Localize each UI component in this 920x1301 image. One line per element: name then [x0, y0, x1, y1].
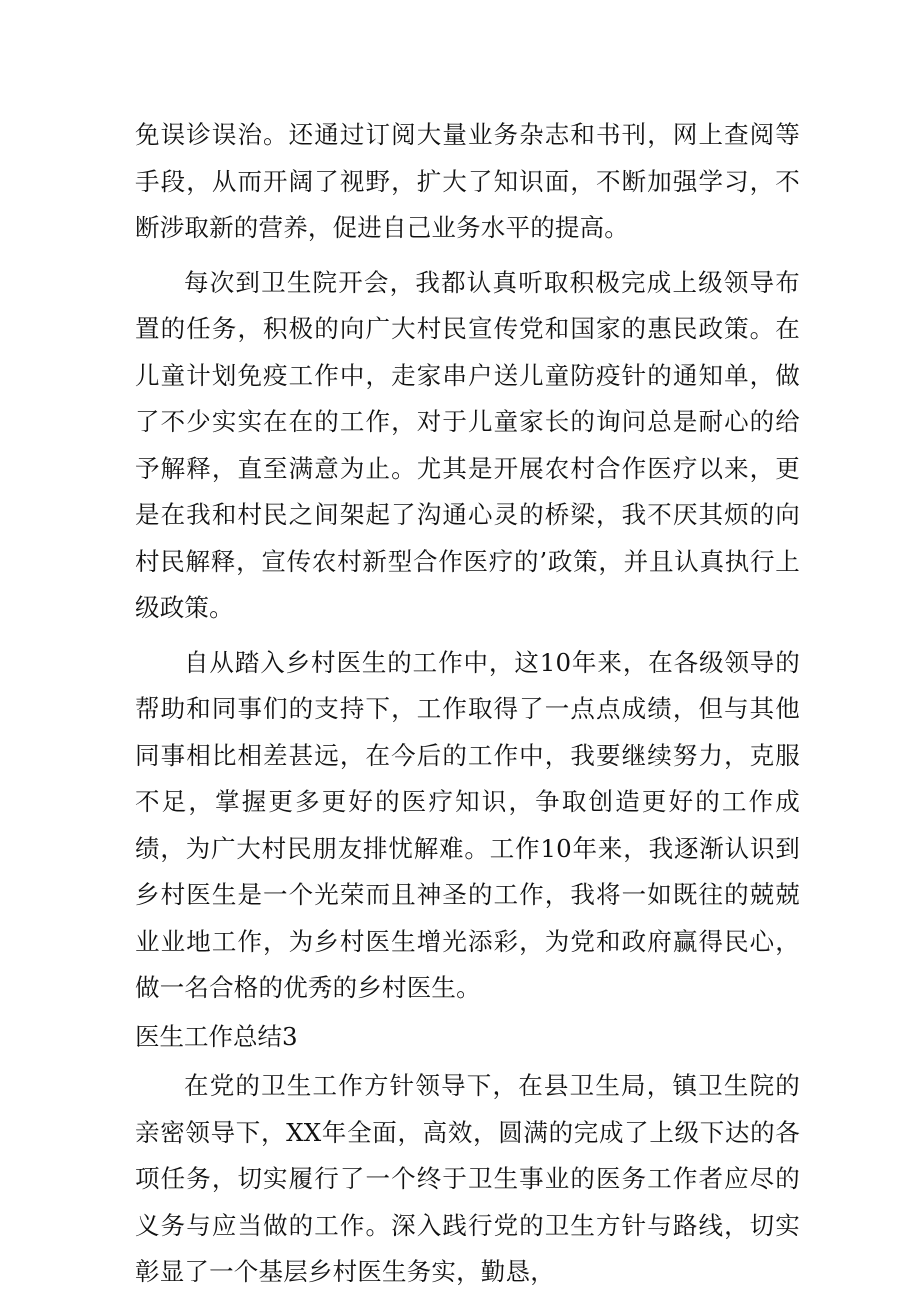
paragraph-continuation: 免误诊误治。还通过订阅大量业务杂志和书刊，网上查阅等手段，从而开阔了视野，扩大了知识面，不断加强学习，不断涉取新的营养，促进自己业务水平的提高。: [135, 120, 800, 242]
paragraph-meetings: 每次到卫生院开会，我都认真听取积极完成上级领导布置的任务，积极的向广大村民宣传党和国家的惠民政策。在儿童计划免疫工作中，走家串户送儿童防疫针的通知单，做了不少实实在在的工作，对于儿童家长的询问总是耐心的给予解释，直至满意为止。尤其是开展农村合作医疗以来，更是在我和村民之间架起了沟通心灵的桥梁，我不厌其烦的向村民解释，宣传农村新型合作医疗的’政策，并且认真执行上级政策。: [135, 267, 800, 622]
paragraph-career: 自从踏入乡村医生的工作中，这10年来，在各级领导的帮助和同事们的支持下，工作取得了一点点成绩，但与其他同事相比相差甚远，在今后的工作中，我要继续努力，克服不足，掌握更多更好的医疗知识，争取创造更好的工作成绩，为广大村民朋友排忧解难。工作10年来，我逐渐认识到乡村医生是一个光荣而且神圣的工作，我将一如既往的兢兢业业地工作，为乡村医生增光添彩，为党和政府赢得民心，做一名合格的优秀的乡村医生。: [135, 647, 800, 1002]
section-paragraph: 在党的卫生工作方针领导下，在县卫生局，镇卫生院的亲密领导下，XX年全面，高效，圆满的完成了上级下达的各项任务，切实履行了一个终于卫生事业的医务工作者应尽的义务与应当做的工作。深入践行党的卫生方针与路线，切实彰显了一个基层乡村医生务实，勤恳，: [135, 1071, 800, 1286]
section-heading: 医生工作总结3: [135, 1021, 298, 1051]
document-page: [135, 112, 800, 1296]
